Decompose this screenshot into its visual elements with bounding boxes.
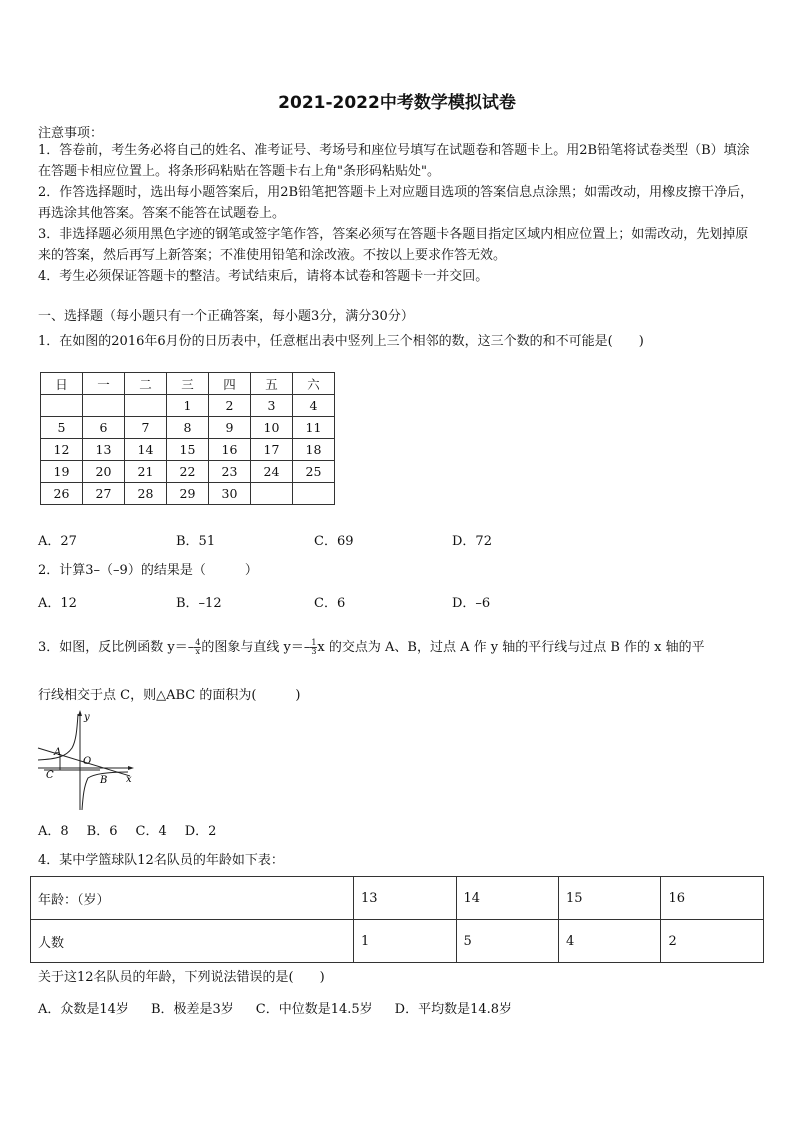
age-table-cell: 14: [456, 877, 558, 920]
option-a[interactable]: A．12: [38, 596, 77, 611]
question-4-options: [38, 998, 534, 1017]
y-axis-arrow: [78, 710, 82, 716]
function-graph: [36, 708, 136, 812]
table-row: [31, 877, 764, 920]
option-a[interactable]: A．27: [38, 534, 77, 549]
age-table-cell: 人数: [31, 920, 354, 963]
graph-label-y: y: [84, 712, 90, 723]
option-b[interactable]: B．极差是3岁: [150, 1002, 234, 1017]
q3-suffix: x 的交点为 A、B，过点 A 作 y 轴的平行线与过点 B 作的 x 轴的平: [317, 640, 705, 655]
calendar-cell: 6: [83, 417, 125, 439]
calendar-cell: 19: [41, 461, 83, 483]
calendar-cell: 六: [293, 373, 335, 395]
question-1-text: 1．在如图的2016年6月份的日历表中，任意框出表中竖列上三个相邻的数，这三个数的和不可能是( ): [38, 334, 644, 349]
age-table-cell: 16: [661, 877, 764, 920]
frac-denominator: x: [195, 647, 201, 656]
note-item: 4．考生必须保证答题卡的整洁。考试结束后，请将本试卷和答题卡一并交回。: [38, 269, 489, 284]
option-d[interactable]: D．72: [452, 534, 492, 549]
calendar-cell: 四: [209, 373, 251, 395]
calendar-cell: 1: [167, 395, 209, 417]
option-c[interactable]: C．69: [314, 534, 354, 549]
notes-heading: 注意事项：: [38, 126, 104, 141]
calendar-cell: 25: [293, 461, 335, 483]
calendar-cell: 三: [167, 373, 209, 395]
q3-prefix: 3．如图，反比例函数 y＝–: [38, 640, 195, 655]
table-row: [41, 417, 335, 439]
table-row: [41, 373, 335, 395]
calendar-cell: 22: [167, 461, 209, 483]
calendar-cell: 12: [41, 439, 83, 461]
question-3-text: [38, 638, 758, 658]
calendar-cell: 28: [125, 483, 167, 505]
question-2-text: 2．计算3–（–9）的结果是（ ）: [38, 563, 258, 578]
graph-label-a: A: [54, 747, 62, 758]
calendar-cell: 一: [83, 373, 125, 395]
table-row: [41, 483, 335, 505]
option-c[interactable]: C．4: [135, 824, 167, 839]
calendar-cell: 5: [41, 417, 83, 439]
calendar-cell: 10: [251, 417, 293, 439]
calendar-cell: [125, 395, 167, 417]
age-table-cell: 2: [661, 920, 764, 963]
graph-label-c: C: [46, 770, 54, 781]
option-b[interactable]: B．–12: [176, 596, 222, 611]
calendar-cell: 3: [251, 395, 293, 417]
graph-label-b: B: [100, 775, 108, 786]
question-1-options: [38, 530, 590, 549]
calendar-cell: [41, 395, 83, 417]
calendar-cell: 9: [209, 417, 251, 439]
question-2-options: [38, 592, 590, 611]
calendar-cell: 4: [293, 395, 335, 417]
option-c[interactable]: C．6: [314, 596, 346, 611]
graph-label-x: x: [126, 774, 132, 785]
frac-numerator: 4: [195, 638, 201, 647]
option-b[interactable]: B．6: [86, 824, 118, 839]
age-table-cell: 1: [354, 920, 456, 963]
q3-mid: 的图象与直线 y＝–: [201, 640, 311, 655]
calendar-cell: 27: [83, 483, 125, 505]
calendar-cell: 日: [41, 373, 83, 395]
notes-list: [38, 140, 760, 287]
calendar-cell: 五: [251, 373, 293, 395]
option-d[interactable]: D．2: [184, 824, 217, 839]
note-item: 3．非选择题必须用黑色字迹的钢笔或签字笔作答，答案必须写在答题卡各题目指定区域内相应位置上；如需改动，先划掉原来的答案，然后再写上新答案；不准使用铅笔和涂改液。不按以上要求作答无效。: [38, 227, 749, 263]
calendar-cell: 23: [209, 461, 251, 483]
calendar-cell: [83, 395, 125, 417]
calendar-cell: 8: [167, 417, 209, 439]
option-d[interactable]: D．平均数是14.8岁: [394, 1002, 513, 1017]
calendar-table: [40, 372, 335, 505]
table-row: [41, 461, 335, 483]
calendar-cell: 20: [83, 461, 125, 483]
calendar-cell: 2: [209, 395, 251, 417]
age-table-cell: 4: [558, 920, 660, 963]
calendar-cell: [293, 483, 335, 505]
section-heading: 一、选择题（每小题只有一个正确答案，每小题3分，满分30分）: [38, 309, 414, 324]
note-item: 2．作答选择题时，选出每小题答案后，用2B铅笔把答题卡上对应题目选项的答案信息点涂黑；如需改动，用橡皮擦干净后，再选涂其他答案。答案不能答在试题卷上。: [38, 185, 754, 221]
age-table-cell: 15: [558, 877, 660, 920]
x-axis-arrow: [128, 766, 134, 770]
calendar-cell: 21: [125, 461, 167, 483]
calendar-cell: 7: [125, 417, 167, 439]
table-row: [41, 395, 335, 417]
note-item: 1．答卷前，考生务必将自己的姓名、准考证号、考场号和座位号填写在试题卷和答题卡上。用2B铅笔将试卷类型（B）填涂在答题卡相应位置上。将条形码粘贴在答题卡右上角"条形码粘贴处"。: [38, 143, 750, 179]
frac-denominator: 3: [311, 647, 317, 656]
option-b[interactable]: B．51: [176, 534, 216, 549]
calendar-cell: 18: [293, 439, 335, 461]
calendar-cell: 30: [209, 483, 251, 505]
calendar-cell: [251, 483, 293, 505]
page-title: 2021-2022中考数学模拟试卷: [278, 93, 516, 113]
option-a[interactable]: A．众数是14岁: [38, 1002, 129, 1017]
age-table-cell: 年龄：（岁）: [31, 877, 354, 920]
calendar-cell: 13: [83, 439, 125, 461]
question-3-text-line2: 行线相交于点 C，则△ABC 的面积为( ): [38, 688, 301, 703]
calendar-cell: 14: [125, 439, 167, 461]
age-table: [30, 876, 764, 963]
question-4-text: 4．某中学篮球队12名队员的年龄如下表：: [38, 853, 284, 868]
option-a[interactable]: A．8: [38, 824, 69, 839]
calendar-cell: 二: [125, 373, 167, 395]
age-table-cell: 5: [456, 920, 558, 963]
calendar-cell: 17: [251, 439, 293, 461]
calendar-cell: 15: [167, 439, 209, 461]
table-row: [41, 439, 335, 461]
option-c[interactable]: C．中位数是14.5岁: [255, 1002, 373, 1017]
question-4-prompt: 关于这12名队员的年龄，下列说法错误的是( ): [38, 970, 325, 985]
graph-label-o: O: [83, 756, 92, 767]
option-d[interactable]: D．–6: [452, 596, 491, 611]
frac-numerator: 1: [311, 638, 317, 647]
age-table-cell: 13: [354, 877, 456, 920]
calendar-cell: 16: [209, 439, 251, 461]
table-row: [31, 920, 764, 963]
calendar-cell: 29: [167, 483, 209, 505]
calendar-cell: 24: [251, 461, 293, 483]
calendar-cell: 26: [41, 483, 83, 505]
question-3-options: [38, 820, 234, 839]
calendar-cell: 11: [293, 417, 335, 439]
